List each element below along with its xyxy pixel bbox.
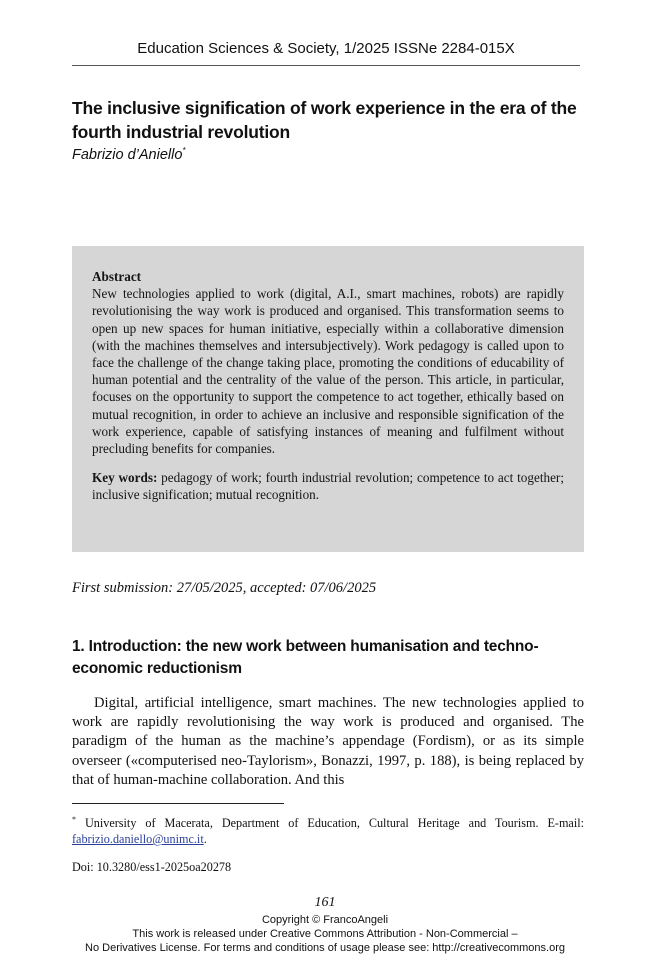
doi: Doi: 10.3280/ess1-2025oa20278 [72,860,232,874]
footnote [72,812,584,847]
journal-header: Education Sciences & Society, 1/2025 ISSNe 2284-015X [137,40,515,57]
footnote-text: University of Macerata, Department of Education, Cultural Heritage and Tourism. E-mail: [76,816,584,831]
section-heading: 1. Introduction: the new work between humanisation and techno-economic reductionism [72,638,539,677]
keywords [92,469,564,503]
keywords-label: Key words: [92,470,158,486]
copyright-line-1: Copyright © FrancoAngeli [261,914,389,926]
footnote-end: . [203,832,207,847]
abstract-box [72,246,584,552]
body-text [72,694,584,790]
abstract-text: New technologies applied to work (digital, A.I., smart machines, robots) are rapidly revolutionising the way work is produced and organised. This transformation seems to open up new spaces for human initiative, especially within a collaborative dimension (with the machines themselves and intersubjectively). Work pedagogy is called upon to face the challenge of the change taking place, promoting the conditions of educability of human potential and the centrality of the value of the person. This article, in particular, focuses on the opportunity to support the competence to act together, ethically based on mutual recognition, in order to achieve an inclusive and responsible signification of the work experience, capable of satisfying instances of meaning and fulfilment without precluding benefits for companies. [92,286,564,457]
copyright-notice [0,913,650,955]
footnote-mark: * [72,815,76,824]
article-title: The inclusive signification of work experience in the era of the fourth industrial revolution [72,98,577,142]
author-line [72,146,186,163]
abstract-content [92,268,564,504]
abstract-heading: Abstract [92,269,142,284]
author-email-link[interactable]: fabrizio.daniello@unimc.it [72,832,204,847]
author-footnote-mark[interactable]: * [182,146,186,155]
author-name: Fabrizio d’Aniello [72,146,183,163]
body-paragraph: Digital, artificial intelligence, smart machines. The new technologies applied to work are rapidly revolutionising the way work is produced and organised. The paradigm of the human as the machine’s appendage (Fordism), or as its simple overseer («computerised neo-Taylorism», Bonazzi, 1997, p. 188), is being replaced by that of human-machine collaboration. And this [72,695,584,788]
copyright-line-3: No Derivatives License. For terms and conditions of usage please see: http://creativecommons.org [85,942,565,954]
keywords-text: pedagogy of work; fourth industrial revolution; competence to act together; inclusive signification; mutual recognition. [92,470,564,503]
header-divider [72,65,580,66]
footnote-divider [72,803,284,804]
copyright-line-2: This work is released under Creative Commons Attribution - Non-Commercial – [132,928,518,940]
page-number: 161 [314,895,336,910]
submission-dates: First submission: 27/05/2025, accepted: 07/06/2025 [72,580,377,596]
